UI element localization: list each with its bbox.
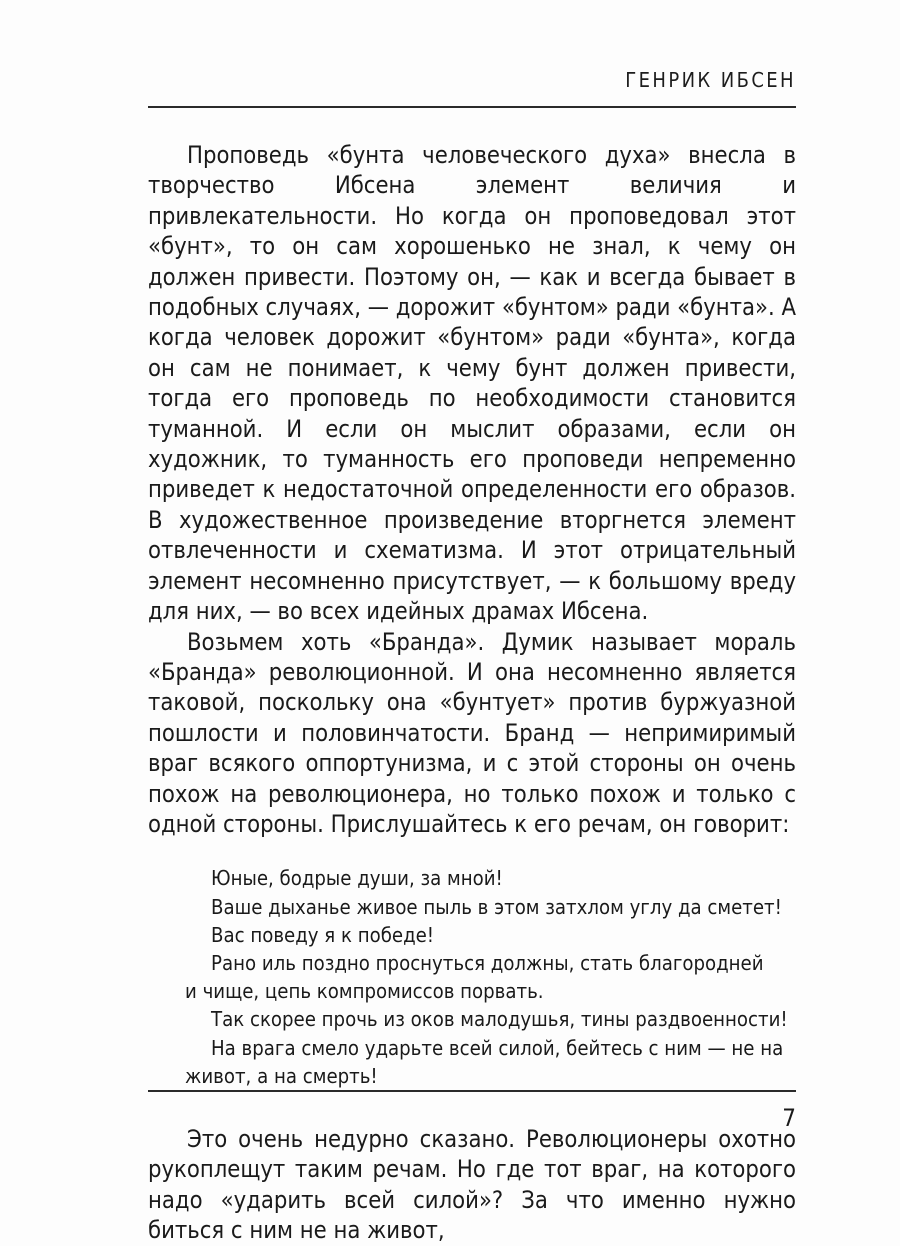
running-header-title: ГЕНРИК ИБСЕН: [625, 68, 796, 92]
body-paragraph: Возьмем хоть «Бранда». Думик называет мораль «Бранда» революционной. И она несомненно является таковой, поскольку она «бунтует» против буржуазной пошлости и половинчатости. Бранд — непримиримый враг всякого оппортунизма, и с этой стороны он очень похож на революционера, но только похож и только с одной стороны. Прислушайтесь к его речам, он говорит:: [148, 627, 796, 838]
header-rule: [148, 106, 796, 108]
verse-line: Рано иль поздно проснуться должны, стать благородней: [211, 950, 764, 975]
verse-line: Вас поведу я к победе!: [211, 922, 435, 947]
verse-quotation-block: [148, 864, 796, 1090]
body-paragraph: Это очень недурно сказано. Революционеры охотно рукоплещут таким речам. Но где тот враг, на которого надо «ударить всей силой»? За что именно нужно биться с ним не на живот,: [148, 1124, 796, 1245]
body-paragraph: Проповедь «бунта человеческого духа» внесла в творчество Ибсена элемент величия и привлекательности. Но когда он проповедовал этот «бунт», то он сам хорошенько не знал, к чему он должен привести. Поэтому он, — как и всегда бывает в подобных случаях, — дорожит «бунтом» ради «бунта». А когда человек дорожит «бунтом» ради «бунта», когда он сам не понимает, к чему бунт должен привести, тогда его проповедь по необходимости становится туманной. И если он мыслит образами, если он художник, то туманность его проповеди непременно приведет к недостаточной определенности его образов. В художественное произведение вторгнется элемент отвлеченности и схематизма. И этот отрицательный элемент несомненно присутствует, — к большому вреду для них, — во всех идейных драмах Ибсена.: [148, 141, 796, 626]
verse-line: и чище, цепь компромиссов порвать.: [185, 979, 544, 1004]
page-text-column: [148, 140, 796, 1246]
verse-spacer-top: [148, 839, 796, 864]
verse-line: живот, а на смерть!: [185, 1063, 378, 1088]
verse-line: На врага смело ударьте всей силой, бейтесь с ним — не на: [211, 1035, 784, 1060]
verse-line: Ваше дыханье живое пыль в этом затхлом углу да сметет!: [211, 894, 782, 919]
verse-line: Так скорее прочь из оков малодушья, тины раздвоенности!: [211, 1007, 788, 1032]
verse-line: Юные, бодрые души, за мной!: [211, 866, 503, 891]
page-number: 7: [782, 1104, 796, 1132]
footer-rule: [148, 1090, 796, 1092]
